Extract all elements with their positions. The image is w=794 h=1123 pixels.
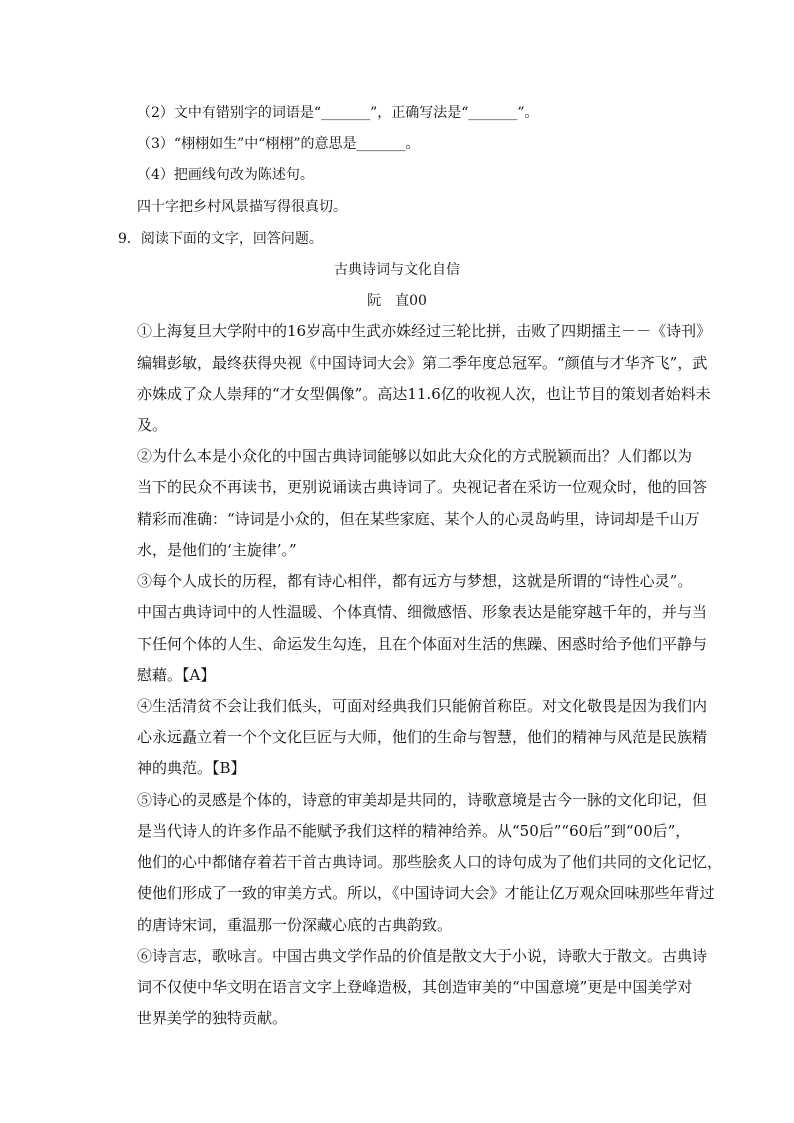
article-line: ①上海复旦大学附中的16岁高中生武亦姝经过三轮比拼，击败了四期擂主－－《诗刊》 <box>137 322 712 340</box>
article-line: 慰藉。【A】 <box>137 666 216 684</box>
article-line: 亦姝成了众人崇拜的“才女型偶像”。高达11.6亿的收视人次，也让节目的策划者始料未 <box>137 385 711 403</box>
article-line: 他们的心中都储存着若干首古典诗词。那些脍炙人口的诗句成为了他们共同的文化记忆， <box>137 853 723 871</box>
article-line: 使他们形成了一致的审美方式。所以，《中国诗词大会》才能让亿万观众回味那些年背过 <box>137 884 715 902</box>
question-4-sentence: 四十字把乡村风景描写得很真切。 <box>137 199 347 215</box>
article-line: 编辑彭敏，最终获得央视《中国诗词大会》第二季年度总冠军。“颜值与才华齐飞”，武 <box>137 354 708 372</box>
article-line: 世界美学的独特贡献。 <box>137 1009 288 1027</box>
article-line: 的唐诗宋词，重温那一份深藏心底的古典韵致。 <box>137 916 453 934</box>
article-line: ②为什么本是小众化的中国古典诗词能够以如此大众化的方式脱颖而出？人们都以为 <box>137 447 693 465</box>
article-line: ⑥诗言志，歌咏言。中国古典文学作品的价值是散文大于小说，诗歌大于散文。古典诗 <box>137 947 708 965</box>
article-line: 心永远矗立着一个个文化巨匠与大师，他们的生命与智慧，他们的精神与风范是民族精 <box>137 728 708 746</box>
article-line: 水，是他们的‘主旋律’。” <box>137 541 297 559</box>
article-line: 词不仅使中华文明在语言文字上登峰造极，其创造审美的“中国意境”更是中国美学对 <box>137 978 693 996</box>
article-line: 中国古典诗词中的人性温暖、个体真情、细微感悟、形象表达是能穿越千年的，并与当 <box>137 603 708 621</box>
article-line: 是当代诗人的许多作品不能赋予我们这样的精神给养。从“50后”“60后”到“00后”， <box>137 822 691 840</box>
question-2: （2）文中有错别字的词语是“_______”，正确写法是“_______”。 <box>137 105 539 121</box>
article-line: 当下的民众不再读书，更别说诵读古典诗词了。央视记者在采访一位观众时，他的回答 <box>137 478 708 496</box>
question-9-prompt: 9．阅读下面的文字，回答问题。 <box>118 231 323 247</box>
article-line: ⑤诗心的灵感是个体的，诗意的审美却是共同的，诗歌意境是古今一脉的文化印记，但 <box>137 791 708 809</box>
article-line: 下任何个体的人生、命运发生勾连，且在个体面对生活的焦躁、困惑时给予他们平静与 <box>137 635 708 653</box>
article-line: 及。 <box>137 416 168 434</box>
article-line: ④生活清贫不会让我们低头，可面对经典我们只能俯首称臣。对文化敬畏是因为我们内 <box>137 697 708 715</box>
article-line: ③每个人成长的历程，都有诗心相伴，都有远方与梦想，这就是所谓的“诗性心灵”。 <box>137 572 693 590</box>
question-4: （4）把画线句改为陈述句。 <box>137 167 314 183</box>
article-line: 精彩而准确：“诗词是小众的，但在某些家庭、某个人的心灵岛屿里，诗词却是千山万 <box>137 510 700 528</box>
article-line: 神的典范。【B】 <box>137 759 246 777</box>
article-author: 阮 直00 <box>367 293 427 309</box>
article-title: 古典诗词与文化自信 <box>334 262 460 278</box>
question-3: （3）“栩栩如生”中“栩栩”的意思是_______。 <box>137 136 420 152</box>
